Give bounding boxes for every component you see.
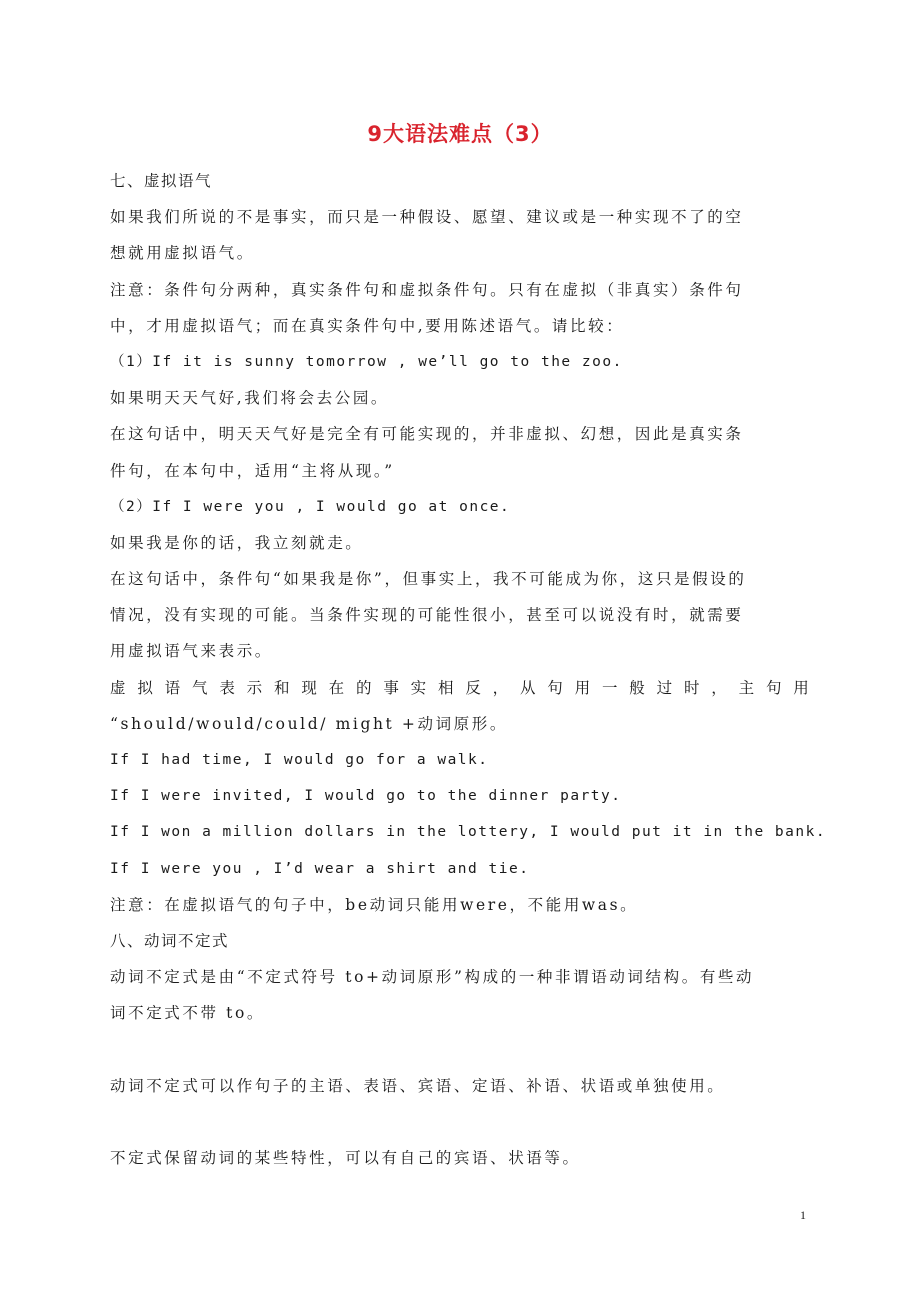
example-sentence: If I were invited, I would go to the dinner party. — [110, 788, 622, 805]
paragraph-line: 想就用虚拟语气。 — [110, 244, 255, 263]
page-title: 9大语法难点（3） — [367, 122, 553, 146]
blank-line — [110, 1032, 810, 1068]
blank-line — [110, 1104, 810, 1140]
example-sentence: If I were you , I’d wear a shirt and tie. — [110, 860, 530, 877]
example-sentence: If I had time, I would go for a walk. — [110, 752, 489, 768]
paragraph-line: 如果我们所说的不是事实，而只是一种假设、愿望、建议或是一种实现不了的空 — [110, 208, 744, 227]
paragraph-line: 情况，没有实现的可能。当条件实现的可能性很小，甚至可以说没有时，就需要 — [110, 606, 744, 625]
paragraph-line: “should/would/could/ might +动词原形。 — [110, 714, 508, 733]
paragraph-line: 在这句话中，条件句“如果我是你”，但事实上，我不可能成为你，这只是假设的 — [110, 570, 747, 589]
paragraph-line: 词不定式不带 to。 — [110, 1004, 265, 1023]
page-number: 1 — [800, 1208, 806, 1222]
section-heading-infinitive: 八、动词不定式 — [110, 931, 230, 950]
paragraph-line: 动词不定式是由“不定式符号 to+动词原形”构成的一种非谓语动词结构。有些动 — [110, 968, 755, 987]
paragraph-line: 用虚拟语气来表示。 — [110, 642, 273, 661]
example-sentence: （2）If I were you , I would go at once. — [110, 498, 511, 515]
document-body — [110, 163, 827, 1176]
example-sentence: If I won a million dollars in the lottery, I would put it in the bank. — [110, 824, 827, 841]
paragraph-line: 不定式保留动词的某些特性，可以有自己的宾语、状语等。 — [110, 1148, 581, 1167]
example-sentence: （1）If it is sunny tomorrow , we’ll go to the zoo. — [110, 353, 623, 370]
paragraph-line: 如果我是你的话，我立刻就走。 — [110, 533, 364, 552]
paragraph-line: 中，才用虚拟语气；而在真实条件句中,要用陈述语气。请比较： — [110, 316, 625, 335]
paragraph-line: 动词不定式可以作句子的主语、表语、宾语、定语、补语、状语或单独使用。 — [110, 1076, 726, 1095]
section-heading-subjunctive: 七、虚拟语气 — [110, 172, 213, 190]
paragraph-line: 注意：在虚拟语气的句子中，be动词只能用were，不能用was。 — [110, 895, 639, 914]
paragraph-line: 注意：条件句分两种，真实条件句和虚拟条件句。只有在虚拟（非真实）条件句 — [110, 280, 744, 299]
paragraph-line: 如果明天天气好,我们将会去公园。 — [110, 389, 390, 408]
paragraph-line: 虚拟语气表示和现在的事实相反，从句用一般过时，主句用 — [110, 678, 810, 697]
paragraph-line: 件句，在本句中，适用“主将从现。” — [110, 461, 395, 480]
paragraph-line: 在这句话中，明天天气好是完全有可能实现的，并非虚拟、幻想，因此是真实条 — [110, 425, 744, 444]
